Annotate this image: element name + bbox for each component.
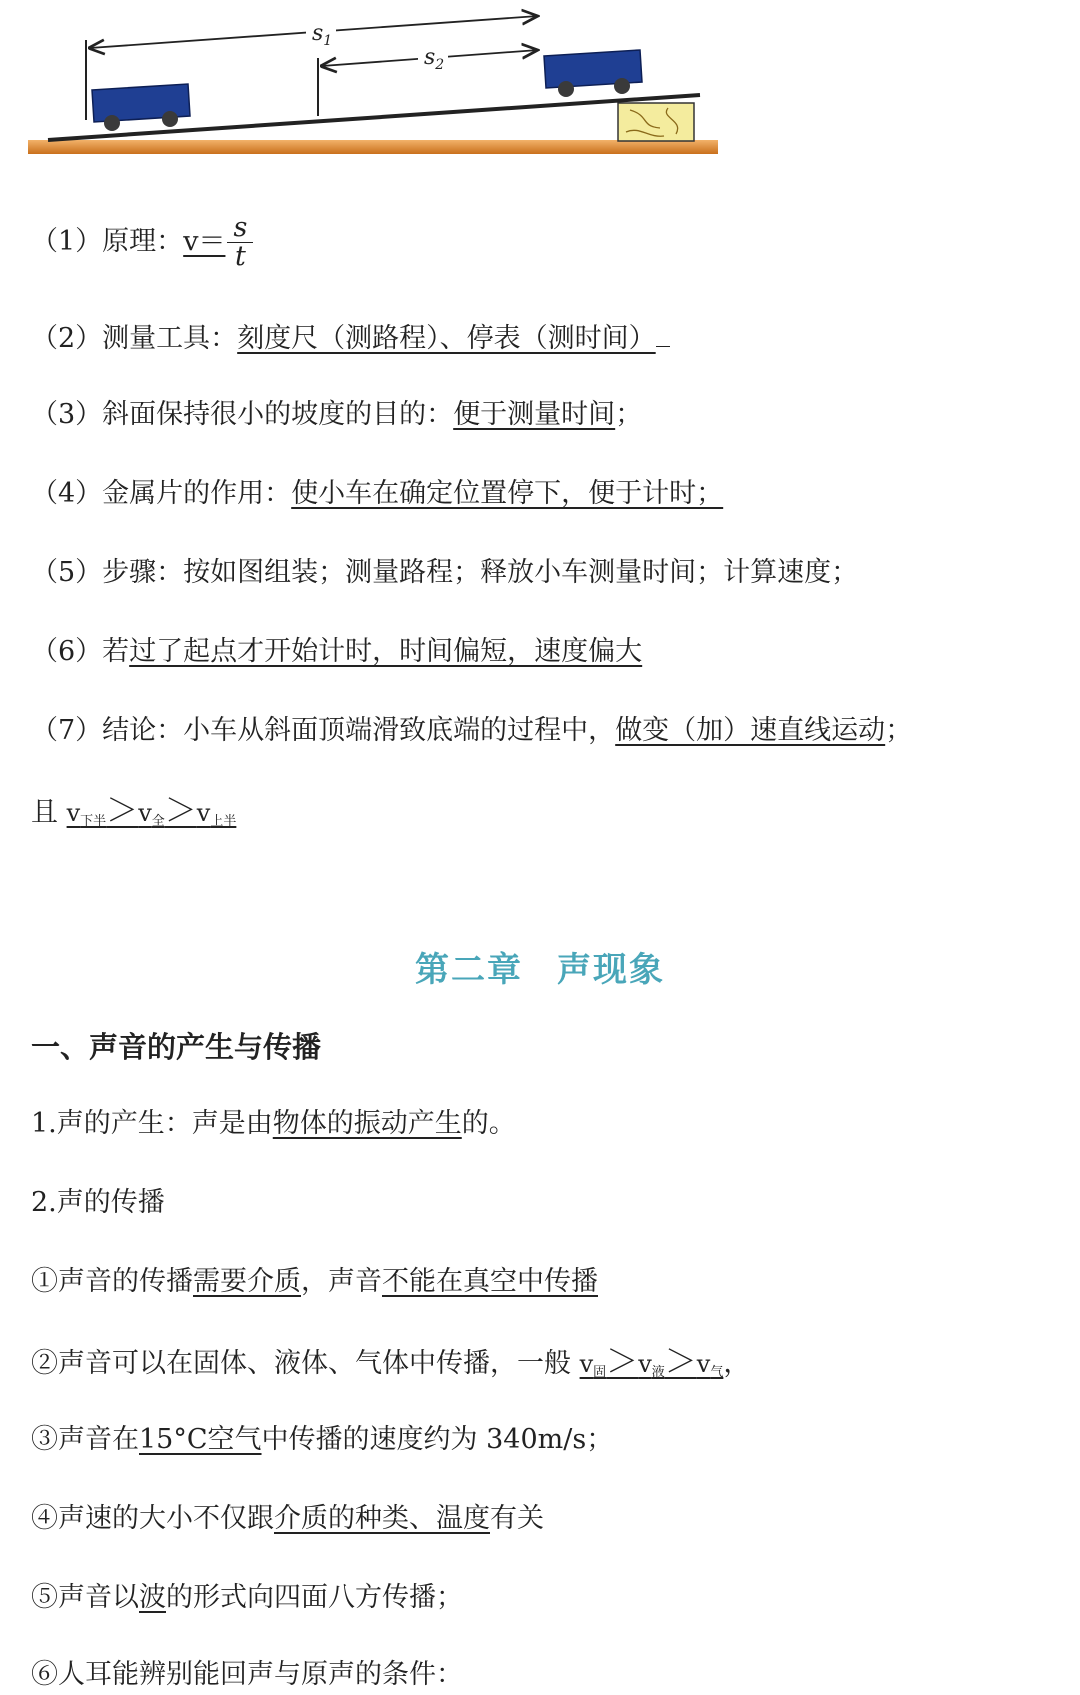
para-speed-factors: ④声速的大小不仅跟介质的种类、温度有关 [31, 1503, 544, 1534]
chapter-title: 第二章 声现象 [415, 950, 665, 990]
item-2-tools: （2）测量工具：刻度尺（测路程）、停表（测时间） [31, 316, 670, 359]
s1-label: $s_1$ [312, 21, 333, 49]
wooden-block [618, 103, 694, 141]
formula-fraction: $\frac{s}{t}$ [227, 214, 253, 271]
para-sound-origin-answer: 物体的振动产生 [272, 1108, 462, 1139]
ground [28, 140, 718, 154]
item-1-principle: （1）原理：v＝ $\frac{s}{t}$ [31, 214, 253, 271]
cart-bottom [92, 84, 190, 131]
item-6-error: （6）若过了起点才开始计时，时间偏短，速度偏大 [31, 636, 643, 667]
item-5-steps: （5）步骤：按如图组装；测量路程；释放小车测量时间；计算速度； [31, 557, 859, 588]
item-6-answer: 过了起点才开始计时，时间偏短，速度偏大 [129, 636, 643, 667]
para-medium-answer-2: 不能在真空中传播 [382, 1266, 598, 1297]
para-wave-answer: 波 [139, 1582, 166, 1613]
speed-inequality: $v_固>v_液>v_气$ [579, 1342, 724, 1380]
item-3-answer: 便于测量时间 [453, 399, 616, 430]
item-2-answer: 刻度尺（测路程）、停表（测时间） [237, 323, 656, 354]
para-air-speed-answer: 15°C空气 [139, 1424, 262, 1455]
formula-v: v＝ [183, 226, 226, 257]
item-4-answer: 使小车在确定位置停下，便于计时； [291, 478, 724, 509]
para-echo: ⑥人耳能辨别能回声与原声的条件： [31, 1659, 463, 1690]
para-medium: ①声音的传播需要介质，声音不能在真空中传播 [31, 1266, 598, 1297]
incline-experiment-diagram [0, 0, 720, 175]
para-sound-propagation: 2.声的传播 [31, 1187, 165, 1218]
para-sound-origin: 1.声的产生：声是由物体的振动产生的。 [31, 1108, 516, 1139]
item-7-answer: 做变（加）速直线运动 [615, 715, 886, 746]
item-8-velocity-compare: 且 $v_{下半}>v_全>v_{上半}$ [31, 791, 237, 829]
s2-label: $s_2$ [424, 45, 445, 73]
para-wave: ⑤声音以波的形式向四面八方传播； [31, 1582, 463, 1613]
item-4-metal-sheet: （4）金属片的作用：使小车在确定位置停下，便于计时； [31, 478, 724, 509]
para-speed-factors-answer: 介质的种类、温度 [274, 1503, 490, 1534]
item-3-slope: （3）斜面保持很小的坡度的目的：便于测量时间； [31, 399, 643, 430]
cart-top [544, 50, 642, 97]
section-title: 一、声音的产生与传播 [31, 1030, 322, 1064]
para-speed-order: ②声音可以在固体、液体、气体中传播，一般 $v_固>v_液>v_气$， [31, 1342, 751, 1380]
para-medium-answer-1: 需要介质 [193, 1266, 301, 1297]
velocity-inequality: $v_{下半}>v_全>v_{上半}$ [66, 791, 237, 829]
item-7-conclusion: （7）结论：小车从斜面顶端滑致底端的过程中，做变（加）速直线运动； [31, 715, 913, 746]
para-air-speed: ③声音在15°C空气中传播的速度约为 340m/s； [31, 1424, 614, 1455]
